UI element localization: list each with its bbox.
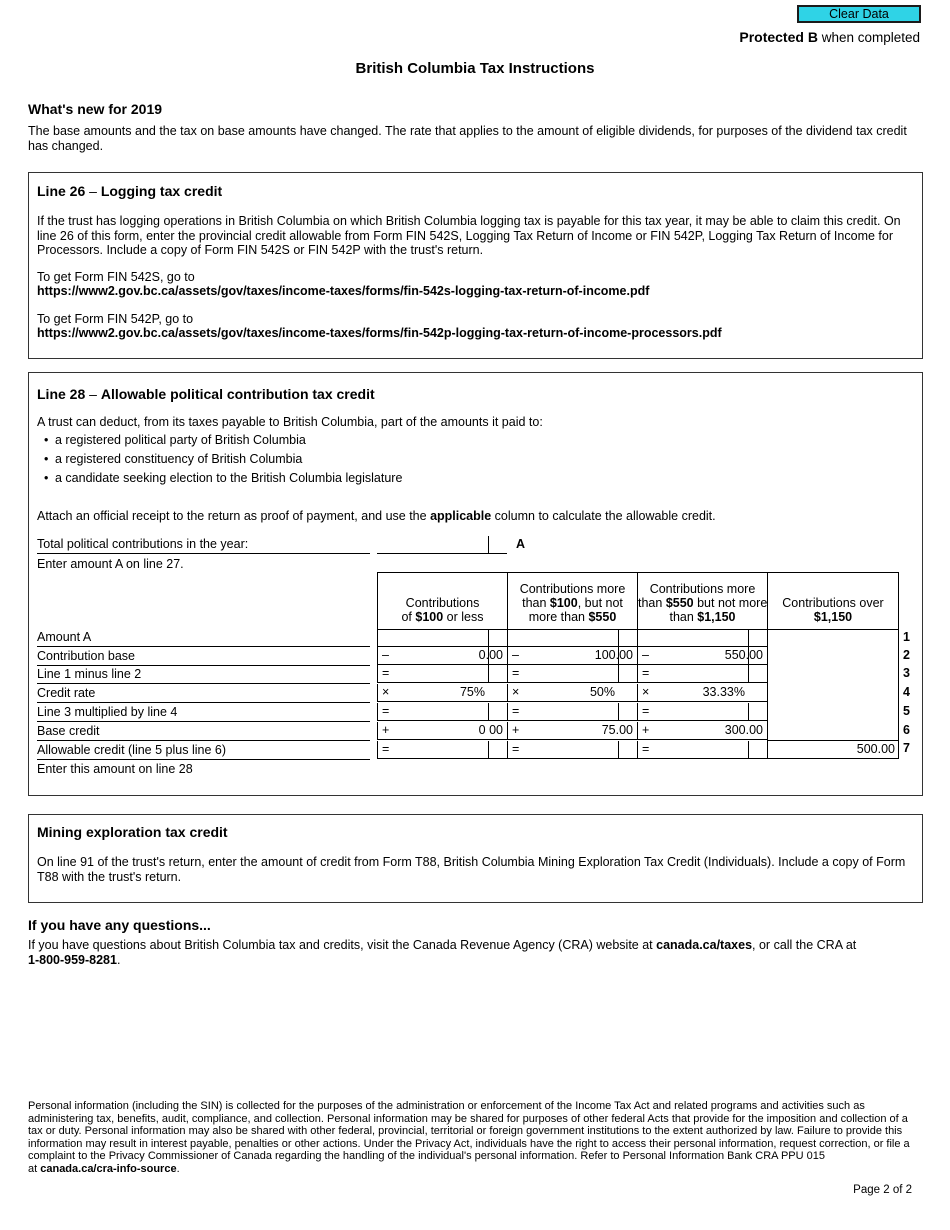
row6-col1-op: +	[382, 723, 390, 737]
row-label: Base credit	[37, 723, 370, 741]
line26-body: If the trust has logging operations in British Columbia on which British Columbia logging tax is payable for this tax year, it may be able to claim this credit. On line 26 of this form, enter the provincial credit allowable from Form FIN 542S, Logging Tax Return of Income or FIN 542P, Logging Tax Return of Income for Processors. Include a copy of Form FIN 542S or FIN 542P with the trust's return.	[37, 214, 901, 257]
row4-col3-value: 33.33%	[702, 685, 745, 699]
base-credit-col1	[377, 722, 508, 740]
col4-head-line2	[768, 610, 898, 624]
line-number: 7	[903, 741, 910, 755]
col3-head-line3-bold: $1,150	[697, 610, 736, 624]
list-item: • a registered political party of British Columbia	[37, 433, 402, 452]
cents-separator	[748, 665, 749, 682]
row6-col2-value: 75.00	[601, 723, 633, 737]
row-label: Credit rate	[37, 685, 370, 703]
line26-url-542p[interactable]: https://www2.gov.bc.ca/assets/gov/taxes/income-taxes/forms/fin-542p-logging-tax-return-of-income-processors.pdf	[37, 326, 722, 340]
row4-col3-op: ×	[642, 685, 650, 699]
amount-a-col3-input[interactable]	[637, 629, 768, 647]
row7-col1-op: =	[382, 742, 390, 756]
allowable-credit-col4	[767, 741, 899, 759]
row6-col3-value: 300.00	[724, 723, 763, 737]
line28-heading	[37, 386, 375, 402]
cents-separator	[748, 741, 749, 758]
row4-col2-value: 50%	[589, 685, 615, 699]
col4-head-line1: Contributions over	[782, 596, 884, 610]
line26-heading-line: Line 26	[37, 183, 86, 199]
row2-col3-op: –	[642, 648, 649, 662]
col3-head-line2-bold: $550	[665, 596, 694, 610]
row-label: Amount A	[37, 629, 370, 647]
col2-head-line1: Contributions more	[519, 582, 626, 596]
line-number: 5	[903, 704, 910, 718]
credit-rate-col3	[637, 684, 768, 702]
row4-col2-op: ×	[512, 685, 520, 699]
column-header-100-to-550	[507, 572, 638, 630]
row-label: Line 3 multiplied by line 4	[37, 704, 370, 722]
row-label: Line 1 minus line 2	[37, 666, 370, 684]
enter-line-28-note: Enter this amount on line 28	[37, 762, 193, 776]
column-header-over-1150	[767, 572, 899, 630]
row-label: Allowable credit (line 5 plus line 6)	[37, 742, 370, 760]
enter-amount-a-note: Enter amount A on line 27.	[37, 557, 184, 571]
row3-col1-op: =	[382, 666, 390, 680]
questions-phone: 1-800-959-8281	[28, 952, 117, 967]
row4-col1-op: ×	[382, 685, 390, 699]
cents-separator	[618, 665, 619, 682]
col3-head-line2-post: but not more	[693, 596, 768, 610]
privacy-notice	[28, 1100, 920, 1176]
cents-separator	[748, 703, 749, 720]
attach-note-pre: Attach an official receipt to the return as proof of payment, and use the	[37, 509, 431, 523]
col1-head-line2-pre: of	[401, 610, 416, 624]
cents-separator	[488, 630, 489, 646]
credit-rate-col2	[507, 684, 638, 702]
row6-col2-op: +	[512, 723, 520, 737]
line28-intro: A trust can deduct, from its taxes payable to British Columbia, part of the amounts it paid to:	[37, 415, 543, 429]
cents-separator	[488, 703, 489, 720]
cents-separator	[488, 665, 489, 682]
mining-heading: Mining exploration tax credit	[37, 824, 228, 840]
line26-get-542s: To get Form FIN 542S, go to	[37, 270, 195, 284]
row6-col3-op: +	[642, 723, 650, 737]
col1-head-line2	[378, 610, 507, 624]
contribution-base-col2	[507, 647, 638, 665]
column-header-550-to-1150	[637, 572, 768, 630]
protected-b-suffix: when completed	[817, 30, 920, 45]
col1-head-line1: Contributions	[405, 596, 480, 610]
cents-separator	[488, 741, 489, 758]
col4-head-line2-bold: $1,150	[813, 610, 853, 624]
row6-col1-value: 0 00	[478, 723, 503, 737]
privacy-link[interactable]: canada.ca/cra-info-source	[40, 1162, 177, 1175]
col2-head-line2-pre: than	[522, 596, 550, 610]
attach-note-post: column to calculate the allowable credit.	[491, 509, 716, 523]
col3-head-line3-pre: than	[669, 610, 698, 624]
line28-heading-title: Allowable political contribution tax credit	[100, 386, 375, 402]
line3-col1-output	[377, 665, 508, 683]
col2-head-line2-bold: $100	[549, 596, 578, 610]
line-number: 4	[903, 685, 910, 699]
col2-head-line2	[508, 596, 637, 610]
row4-col1-value: 75%	[459, 685, 485, 699]
row2-col3-value: 550.00	[724, 648, 763, 662]
col3-head-line3	[638, 610, 767, 624]
line26-heading-dash: –	[85, 183, 101, 199]
row3-col2-op: =	[512, 666, 520, 680]
questions-pre: If you have questions about British Columbia tax and credits, visit the Canada Revenue Agency (CRA) website at	[28, 938, 657, 952]
total-contributions-input[interactable]	[377, 536, 507, 554]
questions-body	[28, 938, 908, 967]
total-letter-a: A	[516, 537, 526, 551]
credit-rate-col1	[377, 684, 508, 702]
row7-col2-op: =	[512, 742, 520, 756]
line5-col1-output	[377, 703, 508, 721]
cents-separator	[618, 630, 619, 646]
row3-col3-op: =	[642, 666, 650, 680]
col2-head-line3-bold: $550	[588, 610, 617, 624]
line26-url-542s[interactable]: https://www2.gov.bc.ca/assets/gov/taxes/income-taxes/forms/fin-542s-logging-tax-return-of-income.pdf	[37, 284, 650, 298]
attach-note-bold: applicable	[430, 509, 492, 523]
page-number: Page 2 of 2	[853, 1184, 912, 1196]
base-credit-col2	[507, 722, 638, 740]
whats-new-heading: What's new for 2019	[28, 101, 163, 117]
mining-body: On line 91 of the trust's return, enter the amount of credit from Form T88, British Columbia Mining Exploration Tax Credit (Individuals). Include a copy of Form T88 with the trust's return.	[37, 855, 906, 884]
cents-separator	[488, 536, 489, 553]
cents-separator	[748, 647, 749, 664]
row2-col1-op: –	[382, 648, 389, 662]
column4-blank-area	[767, 629, 899, 741]
cents-separator	[618, 647, 619, 664]
contribution-base-col1	[377, 647, 508, 665]
line26-heading	[37, 183, 222, 199]
line28-bullet-list	[37, 433, 402, 490]
row2-col2-value: 100.00	[594, 648, 633, 662]
list-item: • a candidate seeking election to the British Columbia legislature	[37, 471, 402, 490]
protected-b-notice	[739, 29, 920, 45]
cents-separator	[618, 703, 619, 720]
col2-head-line3	[508, 610, 637, 624]
row2-col2-op: –	[512, 648, 519, 662]
whats-new-body: The base amounts and the tax on base amounts have changed. The rate that applies to the amount of eligible dividends, for purposes of the dividend tax credit has changed.	[28, 124, 907, 153]
row-label: Contribution base	[37, 648, 370, 666]
cents-separator	[618, 741, 619, 758]
total-contributions-label: Total political contributions in the year:	[37, 536, 370, 554]
col3-head-line2	[638, 596, 767, 610]
privacy-body: Personal information (including the SIN) is collected for the purposes of the administration or enforcement of the Income Tax Act and related programs and activities such as administering tax, benefits, audit, compliance, and collection. Personal information may be shared for purposes of other federal Acts that provide for the imposition and collection of a tax or duty. Personal information may also be shared with other federal, provincial, territorial or foreign government institutions to the extent authorized by law. Failure to provide this information may result in interest payable, penalties or other actions. Under the Privacy Act, individuals have the right to access their personal information, request correction, or file a complaint to the Privacy Commissioner of Canada regarding the handling of the individual's personal information. Refer to Personal Information Bank CRA PPU 015	[28, 1100, 910, 1163]
list-item: • a registered constituency of British Columbia	[37, 452, 402, 471]
questions-heading: If you have any questions...	[28, 917, 211, 933]
col1-head-line2-bold: $100	[415, 610, 444, 624]
base-credit-col3	[637, 722, 768, 740]
clear-data-button[interactable]: Clear Data	[797, 5, 921, 23]
line-number: 2	[903, 648, 910, 662]
line28-heading-dash: –	[85, 386, 101, 402]
cents-separator	[748, 630, 749, 646]
line5-col3-output	[637, 703, 768, 721]
line-number: 6	[903, 723, 910, 737]
line3-col2-output	[507, 665, 638, 683]
col2-head-line2-post: , but not	[577, 596, 623, 610]
col2-head-line3-pre: more than	[528, 610, 589, 624]
line28-attach-note	[37, 509, 716, 524]
page-title: British Columbia Tax Instructions	[355, 60, 595, 77]
line3-col3-output	[637, 665, 768, 683]
line26-get-542p: To get Form FIN 542P, go to	[37, 312, 194, 326]
allowable-credit-col1	[377, 741, 508, 759]
privacy-at: at	[28, 1162, 41, 1175]
questions-mid: , or call the CRA at	[752, 938, 857, 952]
row7-col4-value: 500.00	[856, 742, 895, 756]
row7-col3-op: =	[642, 742, 650, 756]
protected-b-label: Protected B	[739, 29, 818, 45]
line-number: 3	[903, 666, 910, 680]
row2-col1-value: 0.00	[478, 648, 503, 662]
line28-heading-line: Line 28	[37, 386, 86, 402]
column-header-100-or-less	[377, 572, 508, 630]
line5-col2-output	[507, 703, 638, 721]
col3-head-line1: Contributions more	[649, 582, 756, 596]
amount-a-col2-input[interactable]	[507, 629, 638, 647]
questions-end: .	[116, 952, 121, 967]
cents-separator	[488, 647, 489, 664]
contribution-base-col3	[637, 647, 768, 665]
row5-col1-op: =	[382, 704, 390, 718]
col1-head-line2-post: or less	[443, 610, 484, 624]
line-number: 1	[903, 630, 910, 644]
amount-a-col1-input[interactable]	[377, 629, 508, 647]
questions-site-link[interactable]: canada.ca/taxes	[656, 938, 753, 952]
privacy-end: .	[176, 1162, 180, 1175]
allowable-credit-col2	[507, 741, 638, 759]
row5-col3-op: =	[642, 704, 650, 718]
col3-head-line2-pre: than	[638, 596, 666, 610]
row5-col2-op: =	[512, 704, 520, 718]
line26-heading-title: Logging tax credit	[100, 183, 223, 199]
allowable-credit-col3	[637, 741, 768, 759]
